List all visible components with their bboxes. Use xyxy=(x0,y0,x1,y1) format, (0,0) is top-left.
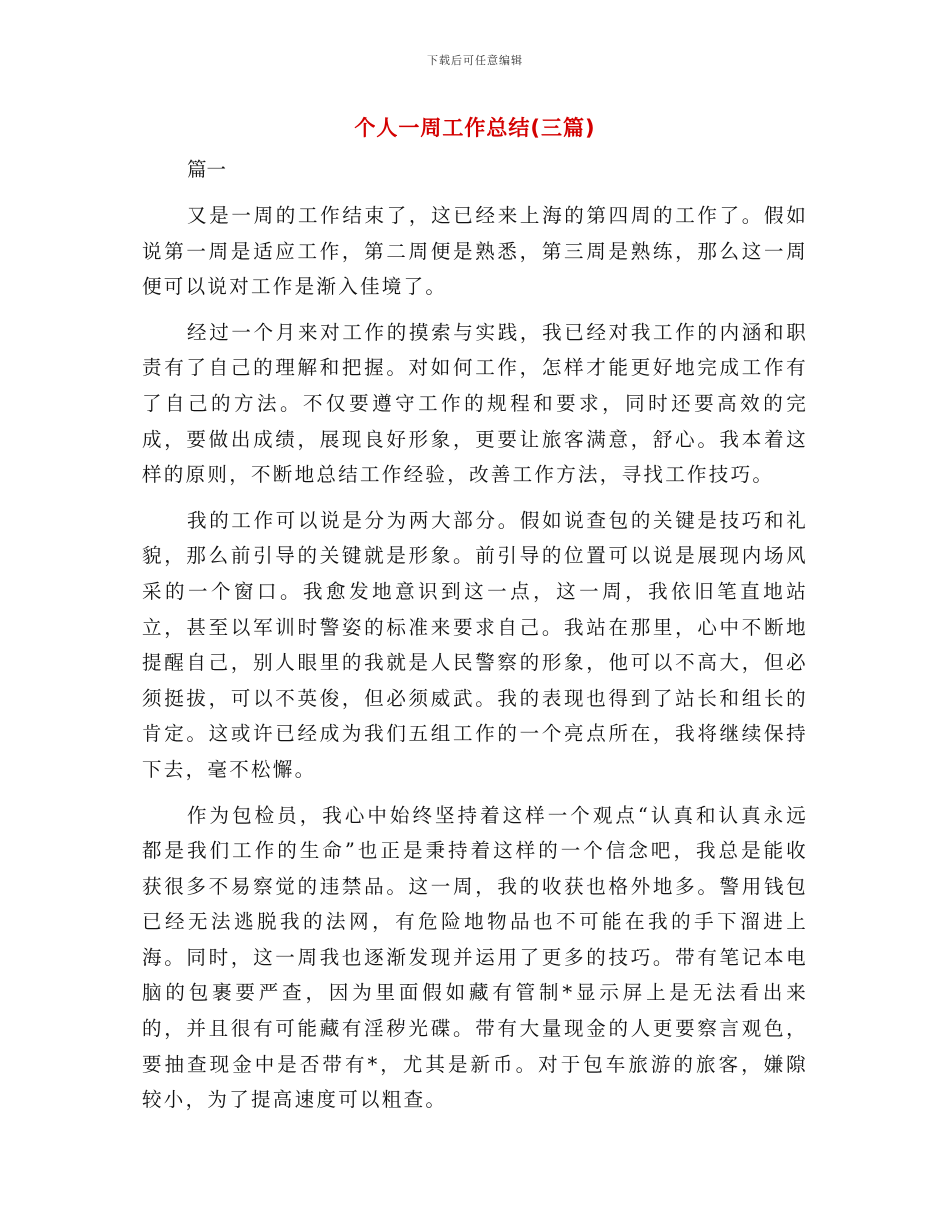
paragraph-2: 经过一个月来对工作的摸索与实践，我已经对我工作的内涵和职责有了自己的理解和把握。对如何工作，怎样才能更好地完成工作有了自己的方法。不仅要遵守工作的规程和要求，同时还要高效的完成，要做出成绩，展现良好形象，更要让旅客满意，舒心。我本着这样的原则，不断地总结工作经验，改善工作方法，寻找工作技巧。 xyxy=(142,320,808,487)
paragraph-4: 作为包检员，我心中始终坚持着这样一个观点“认真和认真永远都是我们工作的生命”也正是秉持着这样的一个信念吧，我总是能收获很多不易察觉的违禁品。这一周，我的收获也格外地多。警用钱包已经无法逃脱我的法网，有危险地物品也不可能在我的手下溜进上海。同时，这一周我也逐渐发现并运用了更多的技巧。带有笔记本电脑的包裹要严查，因为里面假如藏有管制*显示屏上是无法看出来的，并且很有可能藏有淫秽光碟。带有大量现金的人更要察言观色，要抽查现金中是否带有*，尤其是新币。对于包车旅游的旅客，嫌隙较小，为了提高速度可以粗查。 xyxy=(142,803,808,1112)
document-body xyxy=(142,160,808,1128)
paragraph-3: 我的工作可以说是分为两大部分。假如说查包的关键是技巧和礼貌，那么前引导的关键就是形象。前引导的位置可以说是展现内场风采的一个窗口。我愈发地意识到这一点，这一周，我依旧笔直地站立，甚至以军训时警姿的标准来要求自己。我站在那里，心中不断地提醒自己，别人眼里的我就是人民警察的形象，他可以不高大，但必须挺拔，可以不英俊，但必须威武。我的表现也得到了站长和组长的肯定。这或许已经成为我们五组工作的一个亮点所在，我将继续保持下去，毫不松懈。 xyxy=(142,508,808,781)
page-header-note: 下载后可任意编辑 xyxy=(427,54,523,67)
section-heading: 篇一 xyxy=(187,158,227,181)
paragraph-1: 又是一周的工作结束了，这已经来上海的第四周的工作了。假如说第一周是适应工作，第二周便是熟悉，第三周是熟练，那么这一周便可以说对工作是渐入佳境了。 xyxy=(142,204,808,299)
document-title: 个人一周工作总结(三篇) xyxy=(354,116,596,140)
